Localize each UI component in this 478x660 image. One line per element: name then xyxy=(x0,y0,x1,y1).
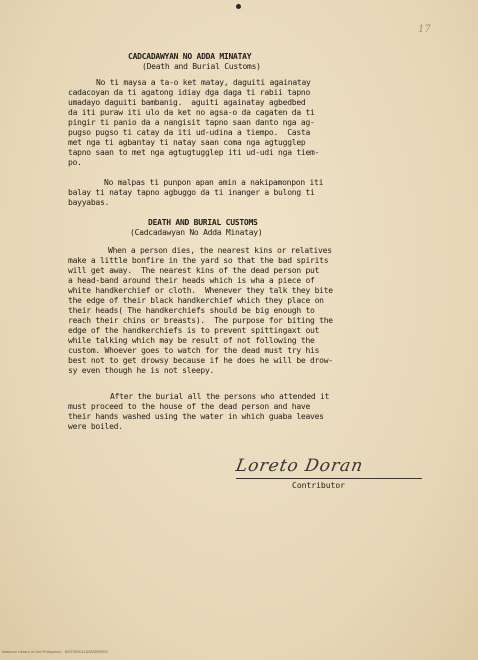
para4-line: their hands washed using the water in which guaba leaves xyxy=(68,412,324,421)
para2-line: bayyabas. xyxy=(68,198,110,207)
para3-line: sy even though he is not sleepy. xyxy=(68,366,215,375)
para3-line: a head-band around their heads which is wha a piece of xyxy=(68,276,315,285)
subtitle-english: (Death and Burial Customs) xyxy=(142,62,261,71)
title-english: DEATH AND BURIAL CUSTOMS xyxy=(148,218,258,227)
handwritten-signature: Loreto Doran xyxy=(234,456,366,476)
para3-line: edge of the handkerchiefs is to prevent spittingaxt out xyxy=(68,326,320,335)
para1-line: pugso pugso ti catay da iti ud-udina a tiempo. Casta xyxy=(68,128,311,137)
para3-line: make a little bonfire in the yard so that the bad spirits xyxy=(68,256,329,265)
para4-line: After the burial all the persons who attended it xyxy=(110,392,330,401)
para3-line: white handkerchief or cloth. Whenever they talk they bite xyxy=(68,286,333,295)
para3-line: their heads( The handkerchiefs should be big enough to xyxy=(68,306,315,315)
contributor-label: Contributor xyxy=(292,481,345,490)
para3-line: When a person dies, the nearest kins or relatives xyxy=(108,246,332,255)
para1-line: da iti puraw iti ulo da ket no agsa-o da cagaten da ti xyxy=(68,108,315,117)
para2-line: No malpas ti punpon apan amin a nakipamonpon iti xyxy=(104,178,324,187)
para3-line: reach their chins or breasts). The purpose for biting the xyxy=(68,316,333,325)
para4-line: must proceed to the house of the dead person and have xyxy=(68,402,311,411)
para2-line: balay ti natay tapno agbuggo da ti inanger a bulong ti xyxy=(68,188,315,197)
signature-line xyxy=(236,478,422,479)
title-ilocano: CADCADAWYAN NO ADDA MINATAY xyxy=(128,52,252,61)
para1-line: cadacoyan da ti agatong idiay dga daga ti rabii tapno xyxy=(68,88,311,97)
para1-line: No ti maysa a ta-o ket matay, daguiti againatay xyxy=(96,78,311,87)
para1-line: tapno saan to met nga agtugtugglep iti ud-udi nga tiem- xyxy=(68,148,320,157)
para3-line: best not to get drowsy because if he does he will be drow- xyxy=(68,356,333,365)
subtitle-ilocano: (Cadcadawyan No Adda Minatay) xyxy=(130,228,263,237)
page-number: 17 xyxy=(418,24,431,35)
para3-line: while talking which may be result of not following the xyxy=(68,336,315,345)
para4-line: were boiled. xyxy=(68,422,123,431)
para3-line: will get away. The nearest kins of the dead person put xyxy=(68,266,320,275)
para1-line: umadayo daguiti bambanig. aguiti againatay agbedbed xyxy=(68,98,306,107)
punch-hole xyxy=(236,4,241,9)
para1-line: pingir ti panio da a nangisit tapno saan danto nga ag- xyxy=(68,118,315,127)
archive-footer: National Library of the Philippines · HISTORICALDATAPAPERS xyxy=(2,650,108,654)
para1-line: po. xyxy=(68,158,82,167)
para3-line: the edge of their black handkerchief which they place on xyxy=(68,296,324,305)
para3-line: custom. Whoever goes to watch for the dead must try his xyxy=(68,346,320,355)
para1-line: met nga ti agbantay ti natay saan coma nga agtugglep xyxy=(68,138,306,147)
